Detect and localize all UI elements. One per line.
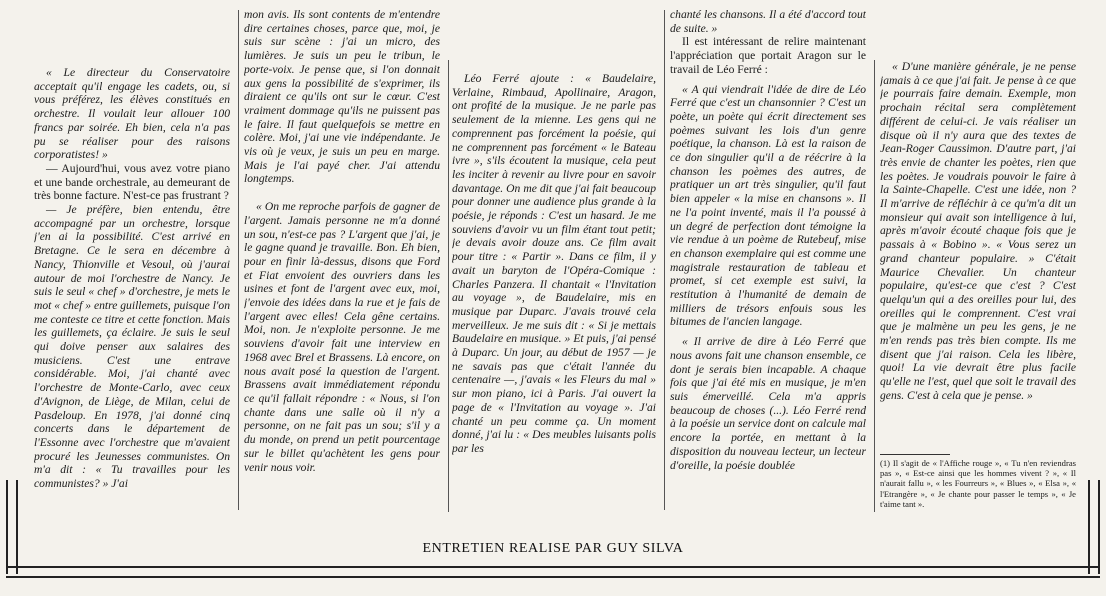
column-divider (238, 10, 239, 510)
paragraph: Léo Ferré ajoute : « Baudelaire, Verlaine, Rimbaud, Apollinaire, Aragon, ont profité de la musique. Je ne parle pas seulement de la mienne. Les gens qui ne comprennent pas forcément la poésie, qui ne comprennent pas forcément « le Bateau ivre », s'ils écoutent la musique, cela peut les inciter à revenir au livre pour en savoir davantage. On me dit que j'ai fait beaucoup pour donner une audience plus grande à la poésie, je réponds : C'est un hasard. Je me souviens d'avoir vu un film étant tout petit; je devais avoir douze ans. Ce film avait pour titre : « Partir ». Dans ce film, il y avait un baryton de l'Opéra-Comique : Charles Panzera. Il chantait « l'Invitation au voyage », de Baudelaire, mis en musique par Duparc. J'avais trouvé cela merveilleux. Je me suis dit : « Si je mettais Baudelaire en musique. » Et puis, j'ai pensé à Duparc. Un jour, au début de 1957 — je ne savais pas que c'était l'année du centenaire —, j'avais « les Fleurs du mal » sur mon piano, ici à Paris. J'ai ouvert la page de « l'Invitation au voyage ». J'ai chanté un peu comme ça. Un moment donné, j'ai lu : « Des meubles luisants polis par les (452, 72, 656, 455)
footnote (880, 458, 1076, 509)
column-1 (34, 66, 230, 516)
paragraph: — Aujourd'hui, vous avez votre piano et une bande orchestrale, au demeurant de très bonne facture. N'est-ce pas frustrant ? (34, 161, 230, 203)
column-3 (452, 72, 656, 516)
paragraph: chanté les chansons. Il a été d'accord tout de suite. » (670, 8, 866, 35)
paragraph: « A qui viendrait l'idée de dire de Léo Ferré que c'est un chansonnier ? C'est un poète, un poète qui écrit directement ses poèmes suivant les lois d'un genre poétique, la chanson. Là est la raison de ce don singulier qu'il a de réécrire à la chanson les poèmes des autres, de pratiquer un art très singulier, qu'il faut bien appeler « la mise en chansons ». Il ne l'a point inventé, mais il l'a poussé à un degré de perfection dont témoigne la vie rendue à un poème de Rutebeuf, mise en chanson exemplaire qui est comme une magistrale restauration de tableau et promet, si cet exemple est suivi, la restitution à l'humanité de demain de milliers de trésors enfouis sous les bitumes de l'ancien langage. (670, 82, 866, 329)
column-4 (670, 8, 866, 516)
paragraph: « Il arrive de dire à Léo Ferré que nous avons fait une chanson ensemble, ce dont je serais bien incapable. A chaque fois que j'ai été mis en musique, je m'en suis émerveillé. Cela m'a appris beaucoup de choses (...). Léo Ferré rend à la poésie un service dont on calcule mal encore la portée, en mettant à la disposition du nouveau lecteur, un lecteur d'oreille, la poésie doublée (670, 335, 866, 472)
byline: ENTRETIEN REALISE PAR GUY SILVA (422, 541, 684, 556)
paragraph: « On me reproche parfois de gagner de l'argent. Jamais personne ne m'a donné un sou, n'est-ce pas ? L'argent que j'ai, je le gagne quand je travaille. Bon. Eh bien, pour en finir là-dessus, disons que Ford et Fiat envoient des ouvriers dans les usines et font de l'argent avec eux, moi, j'envoie des idées dans la rue et je fais de l'argent avec elles! Cela gêne certains. Moi, non. Je n'exploite personne. Je me souviens d'avoir fait une interview en 1968 avec Brel et Brassens. Là encore, on nous avait posé la question de l'argent. Brassens avait immédiatement répondu ce qu'il fallait répondre : « Nous, si l'on chante dans une salle où il n'y a personne, on ne fait pas un sou; s'il y a du monde, on prend un petit pourcentage sur le billet qu'achètent les gens pour venir nous voir. (244, 200, 440, 474)
paragraph: Il est intéressant de relire maintenant l'appréciation que portait Aragon sur le travail de Léo Ferré : (670, 35, 866, 76)
column-divider (874, 60, 875, 512)
frame-bottom-border (6, 566, 1100, 578)
paragraph: — Je préfère, bien entendu, être accompagné par un orchestre, lorsque j'en ai la possibilité. C'est arrivé en Bretagne. Ce le sera en décembre à Nancy, Thionville et Vesoul, où j'aurai autour de moi l'orchestre de Nancy. Je suis le seul « chef » d'orchestre, je mets le mot « chef » entre guillemets, puisque l'on me conteste ce titre et cette fonction. Mais les guillemets, ça éclaire. Je suis le seul qui doive penser aux salaires des musiciens. C'est une entrave considérable. Moi, j'ai chanté avec l'orchestre de Monte-Carlo, avec ceux d'Avignon, de Liège, de Milan, celui de Pasdeloup. En 1978, j'ai donné cinq concerts dans le département de l'Essonne avec l'orchestre que m'avaient procuré les Jeunesses communistes. On m'a dit : « Tu travailles pour les communistes? » J'ai (34, 203, 230, 491)
paragraph: « Le directeur du Conservatoire acceptait qu'il engage les cadets, ou, si vous préférez, les élèves constitués en orchestre. Il voulait leur allouer 100 francs par soirée. Eh bien, cela n'a pas pu se réaliser pour des raisons corporatistes! » (34, 66, 230, 162)
column-2 (244, 8, 440, 516)
column-divider (448, 60, 449, 512)
paragraph: mon avis. Ils sont contents de m'entendre dire certaines choses, parce que, moi, je suis sur scène : j'ai un micro, des lumières. Je suis un peu le tribun, le porte-voix. Je pense que, si l'on donnait aux gens la possibilité de s'exprimer, ils diraient ce qu'ils ont sur le cœur. C'est vraiment dommage qu'ils ne puissent pas le faire. Il faut quelquefois se mettre en colère. Moi, j'ai une vie indépendante. Je vis où je veux, je suis un peu en marge. Mais je l'ai payé cher. J'ai attendu longtemps. (244, 8, 440, 186)
column-divider (664, 10, 665, 510)
paragraph: « D'une manière générale, je ne pense jamais à ce que j'ai fait. Je pense à ce que je pourrais faire demain. Exemple, mon prochain récital sera complètement différent de celui-ci. Je vais réaliser un disque où il n'y aura que des textes de Jean-Roger Caussimon. D'autre part, j'ai très envie de chanter les poètes, rien que les poètes. Je voudrais pouvoir le faire à la Sainte-Chapelle. C'est une idée, non ? Il m'arrive de réfléchir à ce qu'm'a dit un monsieur qui avait son intelligence à lui, après m'avoir écouté chaque fois que je passais à « Bobino ». « Vous serez un grand chanteur populaire. » C'était Maurice Chevalier. Un chanteur populaire, qu'est-ce que c'est ? C'est quelqu'un qui a des oreilles pour lui, des oreilles qui le comprennent. C'est vrai que je malmène un peu les gens, je ne m'en rends pas très bien compte. Ils me disent que j'ai raison. Cela les libère, quoi! La vie devrait être plus facile qu'elle ne l'est, quel que soit le travail des gens. C'est à cela que je pense. » (880, 60, 1076, 402)
footnote-rule (880, 454, 950, 455)
column-5 (880, 60, 1076, 452)
frame-right-border (1088, 480, 1100, 574)
footnote-text: (1) Il s'agit de « l'Affiche rouge », « Tu n'en reviendras pas », « Est-ce ainsi que les hommes vivent ? », « Il n'aurait fallu », « les Fourreurs », « Blues », « Elsa », « l'Etrangère », « Je chante pour passer le temps », « Je t'aime tant ». (880, 458, 1076, 509)
frame-left-border (6, 480, 18, 574)
